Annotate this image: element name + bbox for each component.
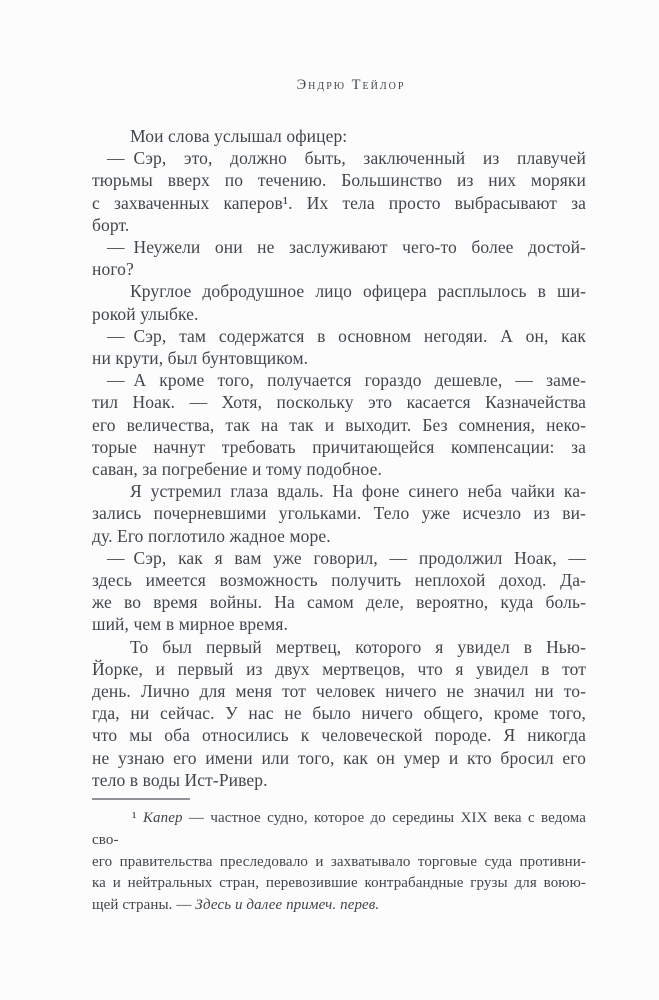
text-run: что мы оба относились к человеческой породе. Я никогда bbox=[92, 725, 586, 746]
text-column bbox=[92, 125, 586, 917]
text-run: Круглое добродушное лицо офицера расплылось в ши- bbox=[130, 281, 586, 302]
paragraph bbox=[92, 325, 586, 369]
text-line bbox=[92, 125, 586, 147]
text-line bbox=[92, 591, 586, 613]
text-run: день. Лично для меня тот человек ничего не значил ни то- bbox=[92, 681, 586, 702]
text-run: ни крути, был бунтовщиком. bbox=[92, 348, 309, 369]
text-run: Я устремил глаза вдаль. На фоне синего неба чайки ка- bbox=[130, 481, 586, 502]
text-run: — Сэр, как я вам уже говорил, — продолжил Ноак, — bbox=[107, 547, 586, 568]
text-run: зались почерневшими угольками. Тело уже исчезло из ви- bbox=[92, 503, 586, 524]
footnote-line bbox=[92, 808, 586, 852]
text-line bbox=[92, 147, 586, 169]
text-line bbox=[92, 680, 586, 702]
text-run: Мои слова услышал офицер: bbox=[130, 126, 348, 146]
text-run: тюрьмы вверх по течению. Большинство из них моряки bbox=[92, 170, 586, 191]
text-run: здесь имеется возможность получить неплохой доход. Да- bbox=[92, 570, 586, 591]
text-run: ду. Его поглотило жадное море. bbox=[92, 525, 331, 546]
paragraph bbox=[92, 236, 586, 280]
text-line bbox=[92, 303, 586, 325]
text-run: рокой улыбке. bbox=[92, 303, 199, 324]
paragraph bbox=[92, 125, 586, 147]
text-run: тело в воды Ист-Ривер. bbox=[92, 769, 268, 790]
text-line bbox=[92, 702, 586, 724]
text-run: Капер bbox=[142, 810, 183, 827]
text-run: ка и нейтральных стран, перевозившие контрабандные грузы для воюю- bbox=[92, 875, 586, 892]
text-run: — Сэр, это, должно быть, заключенный из плавучей bbox=[107, 148, 586, 169]
text-run: Здесь и далее примеч. перев. bbox=[195, 897, 380, 914]
body-text bbox=[92, 125, 586, 791]
text-run: щей страны. — bbox=[92, 897, 196, 914]
text-run: с захваченных каперов¹. Их тела просто выбрасывают за bbox=[92, 192, 586, 213]
paragraph bbox=[92, 147, 586, 236]
text-run: саван, за погребение и тому подобное. bbox=[92, 459, 382, 480]
text-line bbox=[92, 414, 586, 436]
text-run: — Неужели они не заслуживают чего-то более достой- bbox=[107, 237, 586, 258]
text-line bbox=[92, 280, 586, 302]
text-line bbox=[92, 613, 586, 635]
paragraph bbox=[92, 480, 586, 547]
text-line bbox=[92, 169, 586, 191]
text-run: его правительства преследовало и захватывало торговые суда противни- bbox=[92, 853, 586, 870]
footnote-line bbox=[92, 873, 586, 895]
text-run: — А кроме того, получается гораздо дешевле, — заме- bbox=[107, 370, 586, 391]
text-run: борт. bbox=[92, 214, 130, 235]
paragraph bbox=[92, 547, 586, 636]
text-line bbox=[92, 547, 586, 569]
text-line bbox=[92, 569, 586, 591]
text-run: не узнаю его имени или того, как он умер и кто бросил его bbox=[92, 747, 586, 768]
footnote-line bbox=[92, 852, 586, 874]
text-line bbox=[92, 525, 586, 547]
text-line bbox=[92, 747, 586, 769]
text-line bbox=[92, 724, 586, 746]
text-line bbox=[92, 769, 586, 791]
text-run: ного? bbox=[92, 259, 134, 280]
text-line bbox=[92, 236, 586, 258]
text-line bbox=[92, 192, 586, 214]
text-run: гда, ни сейчас. У нас не было ничего общего, кроме того, bbox=[92, 703, 586, 724]
text-line bbox=[92, 347, 586, 369]
footnote-divider bbox=[92, 798, 190, 800]
text-run: тил Ноак. — Хотя, поскольку это касается Казначейства bbox=[92, 392, 586, 413]
text-run: — Сэр, там содержатся в основном негодяи. А он, как bbox=[107, 325, 586, 346]
text-line bbox=[92, 458, 586, 480]
text-run: Йорке, и первый из двух мертвецов, что я увидел в тот bbox=[92, 658, 586, 679]
text-run: торые начнут требовать причитающейся компенсации: за bbox=[92, 436, 586, 457]
text-line bbox=[92, 502, 586, 524]
paragraph bbox=[92, 280, 586, 324]
text-run: ший, чем в мирное время. bbox=[92, 614, 288, 635]
paragraph bbox=[92, 369, 586, 480]
footnote-line bbox=[92, 895, 586, 917]
paragraph bbox=[92, 636, 586, 791]
text-line bbox=[92, 658, 586, 680]
footnote bbox=[92, 808, 586, 917]
text-line bbox=[92, 214, 586, 236]
text-run: ¹ bbox=[132, 810, 143, 827]
text-line bbox=[92, 480, 586, 502]
text-line bbox=[92, 436, 586, 458]
text-run: — частное судно, которое до середины XIX века с ведома сво- bbox=[92, 810, 587, 848]
text-run: его величества, так на так и выходит. Без сомнения, неко- bbox=[92, 414, 586, 435]
running-header: Эндрю Тейлор bbox=[296, 77, 406, 93]
text-line bbox=[92, 325, 586, 347]
text-run: же во время войны. На самом деле, вероятно, куда боль- bbox=[92, 592, 586, 613]
text-run: То был первый мертвец, которого я увидел в Нью- bbox=[130, 636, 586, 657]
text-line bbox=[92, 258, 586, 280]
text-line bbox=[92, 391, 586, 413]
text-line bbox=[92, 636, 586, 658]
text-line bbox=[92, 369, 586, 391]
